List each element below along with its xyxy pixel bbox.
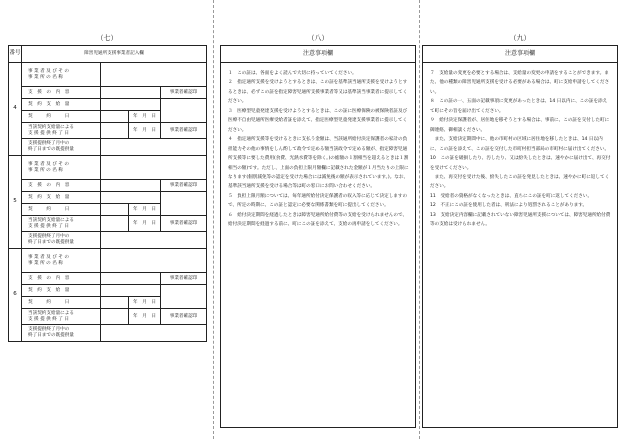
provider-name-value bbox=[101, 63, 207, 87]
contract-date-ymd: 年 月 日 bbox=[129, 297, 161, 309]
contract-date-blank bbox=[101, 297, 129, 309]
end-confirm-seal: 事業者確認印 bbox=[161, 216, 207, 232]
provider-name-label: 事 業 者 及 び そ の 事 業 所 の 名 称 bbox=[22, 249, 101, 273]
note9-paragraph: ７ 支給量の変更を必要とする場合は、支給量の変更の申請をすることができます。また、他の種類の障害児通所支援を受ける必要がある場合は、町に支給申請をしてください。 bbox=[430, 71, 610, 95]
contract-date-label: 契 約 日 bbox=[22, 297, 101, 309]
contract-seal-cell bbox=[161, 192, 207, 216]
provider-record-table bbox=[8, 45, 207, 342]
page-header-7: （七） bbox=[96, 34, 118, 42]
service-content-value bbox=[101, 87, 161, 99]
service-content-label: 支 援 の 内 容 bbox=[22, 273, 101, 285]
end-date-label: 当該契約支給量による 支 援 提 供 終 了 日 bbox=[22, 309, 101, 325]
contract-amount-label: 契 約 支 給 量 bbox=[22, 192, 101, 204]
notes-panel-8 bbox=[220, 45, 416, 428]
notes-title-8: 注意事項欄 bbox=[221, 46, 415, 63]
contract-date-label: 契 約 日 bbox=[22, 111, 101, 123]
provider-name-label: 事 業 者 及 び そ の 事 業 所 の 名 称 bbox=[22, 63, 101, 87]
contract-amount-value bbox=[101, 285, 161, 297]
provided-amount-label: 支援提供終了月中の 終了日までの既提供量 bbox=[22, 139, 101, 156]
provider-confirm-seal: 事業者確認印 bbox=[161, 273, 207, 285]
note8-paragraph: ５ 負担上限月額については、毎年通所給付決定保護者の収入等に応じて決定しますので、所定の時期に、この証と認定に必要な関係書類を町に提出してください。 bbox=[228, 193, 408, 209]
note9-paragraph: 13 支給決定内容欄に記載されていない障害児通所支援については、障害児通所給付費等の支給は受けられません。 bbox=[430, 212, 611, 228]
end-date-ymd: 年 月 日 bbox=[129, 216, 161, 232]
provided-amount-value bbox=[101, 325, 207, 342]
note8-paragraph: ６ 給付決定期間を経過したときは障害児通所給付費等の支給を受けられませんので、給付決定期間を経過する前に、町にこの証を添えて、支給の再申請をしてください。 bbox=[228, 212, 408, 228]
page-separator-left bbox=[213, 0, 214, 439]
notes-body-9 bbox=[423, 63, 617, 230]
note9-paragraph: また、支給決定期間中に、他の市町村の区域に居住地を移したときは、14 日以内に、この証を添えて、この証を交付した市町村担当部局の市町村に届け出てください。 bbox=[430, 137, 610, 152]
end-date-ymd: 年 月 日 bbox=[129, 123, 161, 139]
service-content-label: 支 援 の 内 容 bbox=[22, 87, 101, 99]
note9-paragraph: また、再交付を受けた後、紛失したこの証を発見したときは、速やかに町に返してください。 bbox=[430, 174, 610, 190]
notes-body-8 bbox=[221, 63, 415, 230]
contract-date-ymd: 年 月 日 bbox=[129, 204, 161, 216]
end-date-label: 当該契約支給量による 支 援 提 供 終 了 日 bbox=[22, 216, 101, 232]
contract-amount-value bbox=[101, 99, 161, 111]
contract-seal-cell bbox=[161, 99, 207, 123]
note8-paragraph: １ この証は、各面をよく読んで大切に持っていてください。 bbox=[228, 71, 357, 76]
note9-paragraph: 10 この証を破損したり、汚したり、又は紛失したときは、速やかに届け出て、再交付を受けてください。 bbox=[430, 156, 611, 171]
provider-confirm-seal: 事業者確認印 bbox=[161, 87, 207, 99]
contract-amount-label: 契 約 支 給 量 bbox=[22, 285, 101, 297]
notes-panel-9 bbox=[422, 45, 618, 428]
contract-date-label: 契 約 日 bbox=[22, 204, 101, 216]
provider-record-panel bbox=[8, 45, 206, 428]
note9-paragraph: ９ 給付決定保護者が、居住地を移そうとする場合は、事前に、この証を交付した町に御連絡、御相談ください。 bbox=[430, 118, 610, 133]
provider-name-value bbox=[101, 249, 207, 273]
note8-paragraph: ３ 医療型児童発達支援を受けようとするときは、この証に医療保険の被保険者証及び医療不自由児通所医療受給者証を添えて、指定医療型児童発達支援事業者に提示してください。 bbox=[228, 108, 408, 133]
note8-paragraph: ２ 指定通所支援を受けようとするときは、この証を基準該当通所支援を受けようとするときは、必ずこの証を指定障害児通所支援事業者等又は基準該当事業者に提示してください。 bbox=[228, 80, 408, 105]
page-separator-right bbox=[419, 0, 420, 439]
service-content-value bbox=[101, 273, 161, 285]
end-confirm-seal: 事業者確認印 bbox=[161, 309, 207, 325]
block-number: 5 bbox=[9, 156, 22, 249]
end-date-blank bbox=[101, 216, 129, 232]
end-date-blank bbox=[101, 123, 129, 139]
service-content-label: 支 援 の 内 容 bbox=[22, 180, 101, 192]
provided-amount-label: 支援提供終了月中の 終了日までの既提供量 bbox=[22, 232, 101, 249]
contract-amount-label: 契 約 支 給 量 bbox=[22, 99, 101, 111]
number-header: 番号 bbox=[9, 46, 22, 63]
provided-amount-value bbox=[101, 232, 207, 249]
contract-amount-value bbox=[101, 192, 161, 204]
page-header-8: （八） bbox=[307, 34, 329, 42]
contract-seal-cell bbox=[161, 285, 207, 309]
provider-name-label: 事 業 者 及 び そ の 事 業 所 の 名 称 bbox=[22, 156, 101, 180]
table-title: 障害児通所支援事業者記入欄 bbox=[22, 46, 207, 63]
page-header-9: （九） bbox=[509, 34, 531, 42]
note8-paragraph: ４ 指定通所支援等を受けるときに支払う金額は、当該通所給付決定保護者の家計の負担能力その他の事情をしん酌して政令で定める額当該政令で定める額が、指定障害児通所支援等に要した費用(食費、光熱水費等を除く。)の総額の１割相当を超えるときは１割相当の額)です。ただし、上面の負担上限月額欄に記載された金額が１月当たりの上限になります(個別減免等の認定を受けた場合には減免後の額が表示されています。)。なお、基準該当通所支援を受ける場合等は町の窓口にお問い合わせください。 bbox=[228, 137, 409, 190]
provider-name-value bbox=[101, 156, 207, 180]
note9-paragraph: ８ この証の一、五面の記載事項に変更があったときは、14 日以内に、この証を添えて町にその旨を届け出てください。 bbox=[430, 99, 608, 114]
service-content-value bbox=[101, 180, 161, 192]
end-date-blank bbox=[101, 309, 129, 325]
note9-paragraph: 11 受給者の資格がなくなったときは、直ちにこの証を町に返してください。 bbox=[430, 193, 593, 199]
provided-amount-label: 支援提供終了月中の 終了日までの既提供量 bbox=[22, 325, 101, 342]
contract-date-blank bbox=[101, 111, 129, 123]
end-date-ymd: 年 月 日 bbox=[129, 309, 161, 325]
note9-paragraph: 12 不正にこの証を使用した者は、刑法により処罰されることがあります。 bbox=[430, 203, 588, 209]
notes-title-9: 注意事項欄 bbox=[423, 46, 617, 63]
contract-date-blank bbox=[101, 204, 129, 216]
end-date-label: 当該契約支給量による 支 援 提 供 終 了 日 bbox=[22, 123, 101, 139]
block-number: 4 bbox=[9, 63, 22, 156]
contract-date-ymd: 年 月 日 bbox=[129, 111, 161, 123]
block-number: 6 bbox=[9, 249, 22, 342]
provider-confirm-seal: 事業者確認印 bbox=[161, 180, 207, 192]
end-confirm-seal: 事業者確認印 bbox=[161, 123, 207, 139]
provided-amount-value bbox=[101, 139, 207, 156]
